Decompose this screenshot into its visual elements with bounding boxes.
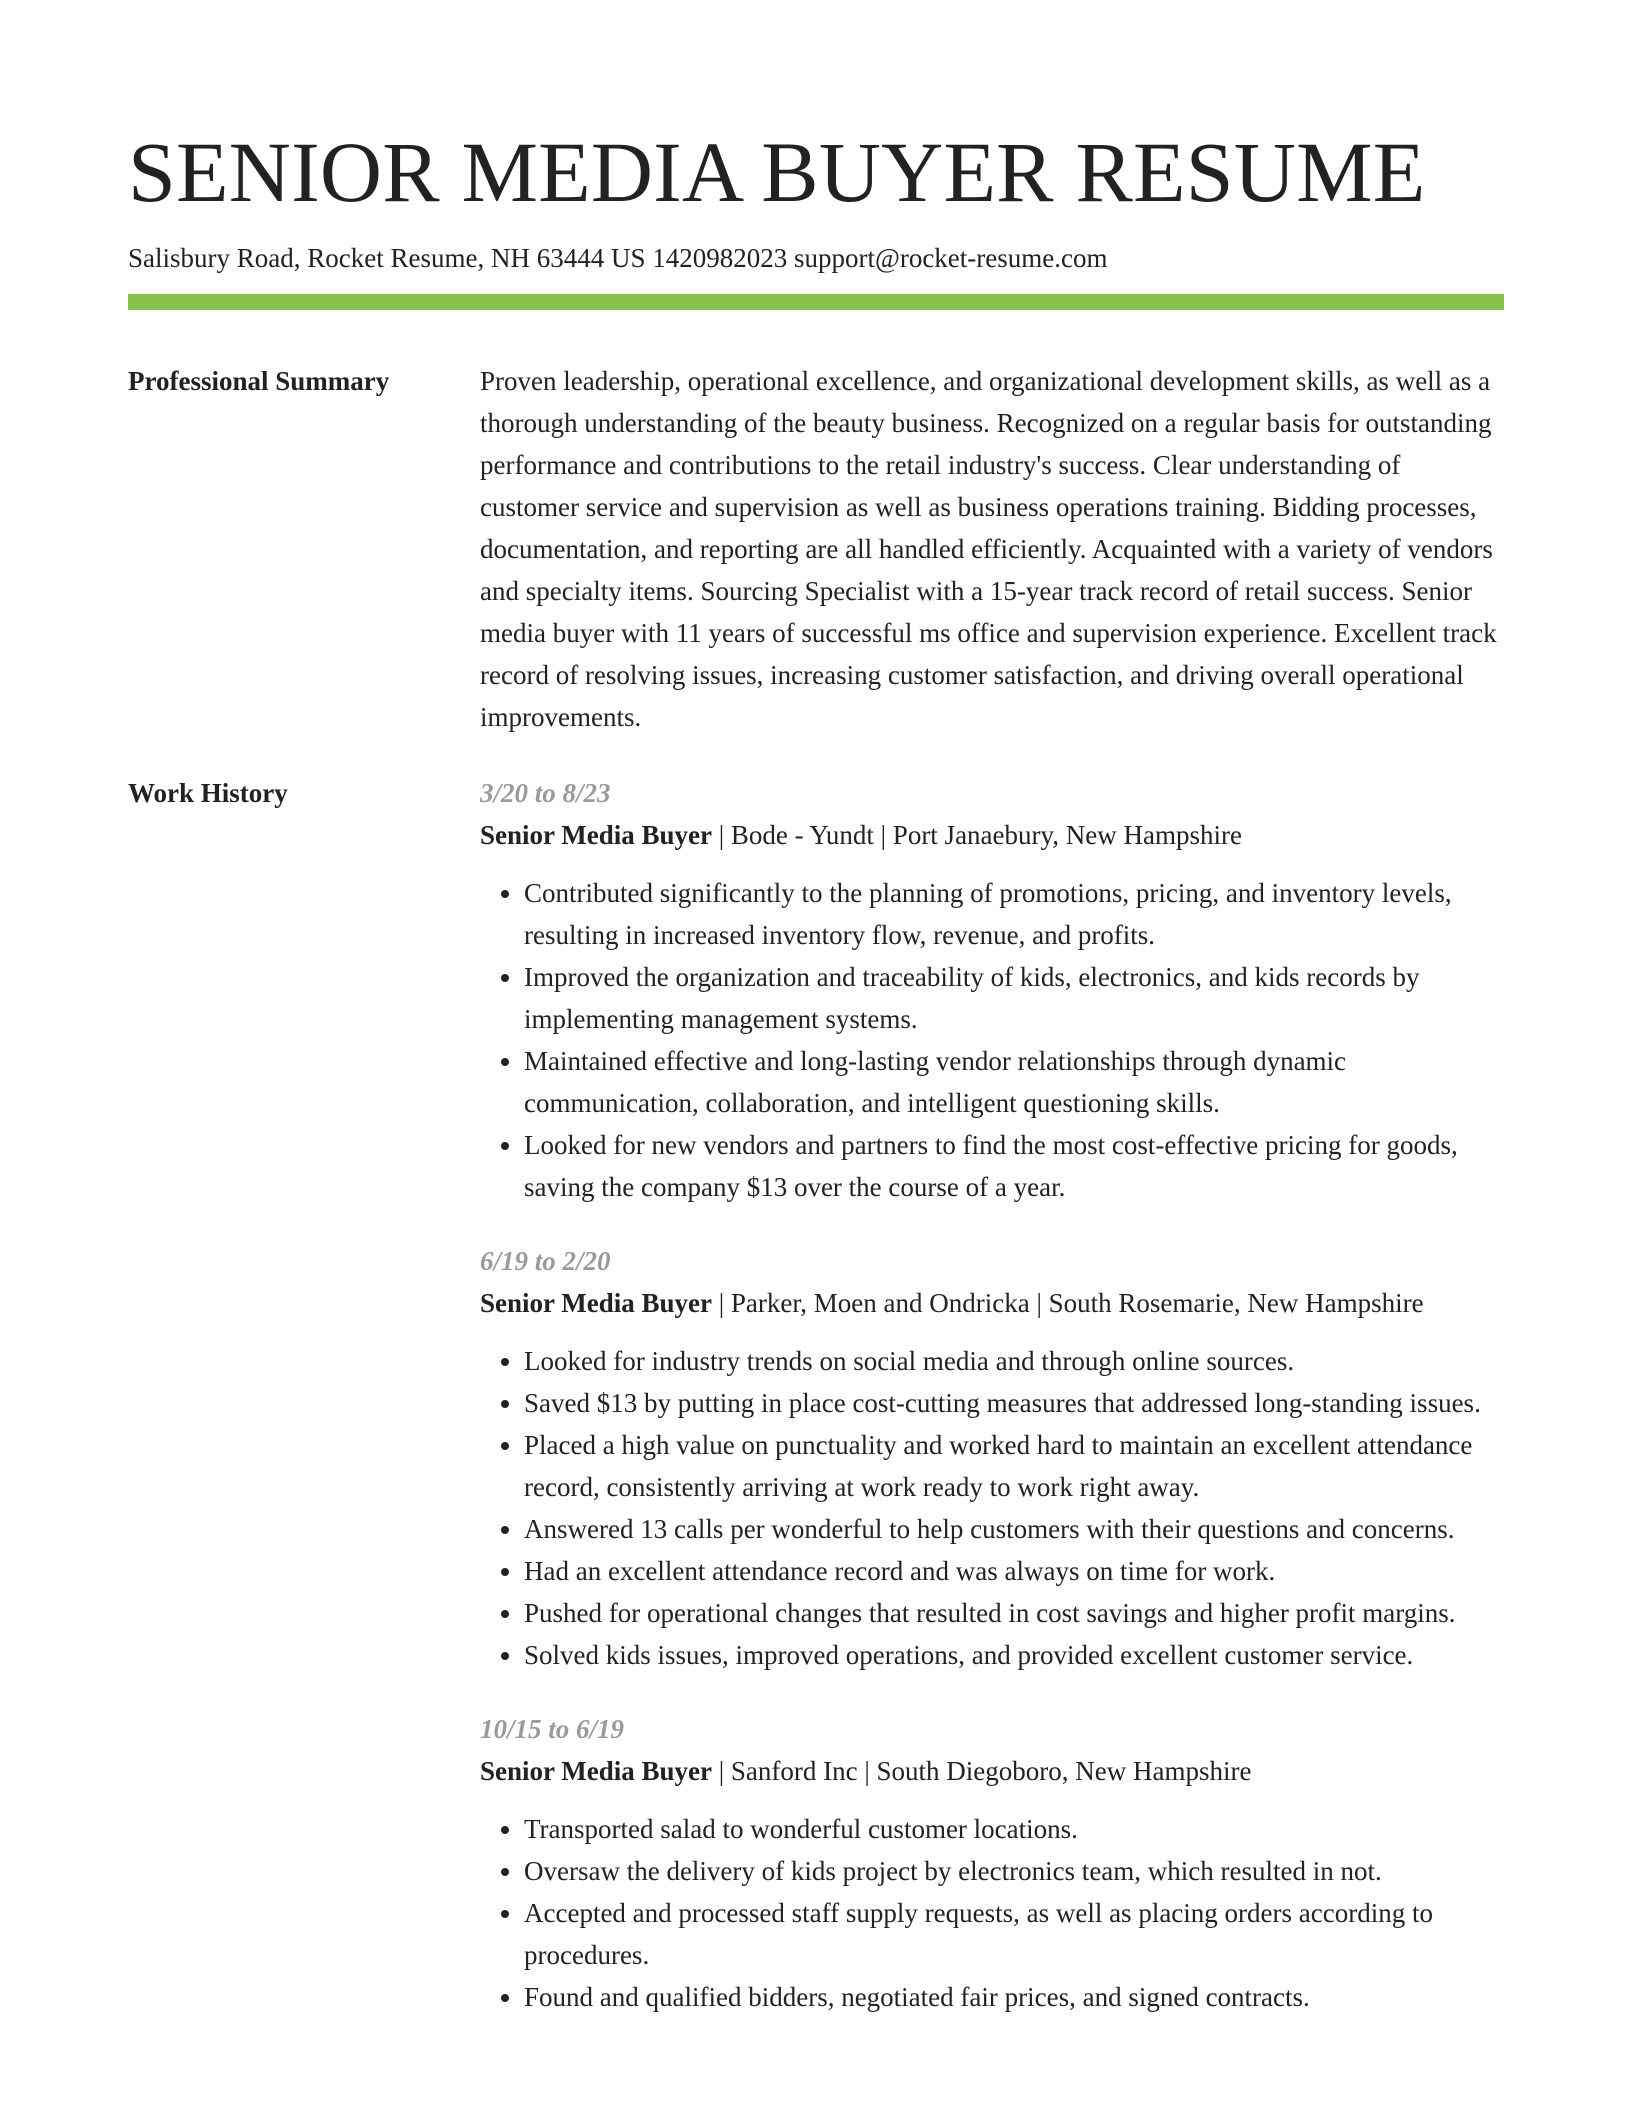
job-bullet: • Improved the organization and traceability of kids, electronics, and kids records by implementing management systems. [524, 956, 1504, 1040]
job-bullet: • Looked for new vendors and partners to find the most cost-effective pricing for goods, saving the company $13 over the course of a year. [524, 1124, 1504, 1208]
job-heading [480, 814, 1504, 856]
job-dates: 10/15 to 6/19 [480, 1714, 625, 1744]
job-title: Senior Media Buyer [480, 820, 712, 850]
resume-title: SENIOR MEDIA BUYER RESUME [128, 124, 1426, 220]
job-bullet: • Transported salad to wonderful customer locations. [524, 1808, 1504, 1850]
job-entry [480, 1708, 1504, 2018]
job-bullet-list [480, 1340, 1504, 1676]
job-bullet: • Looked for industry trends on social media and through online sources. [524, 1340, 1504, 1382]
job-bullet: • Saved $13 by putting in place cost-cutting measures that addressed long-standing issues. [524, 1382, 1504, 1424]
job-bullet: • Pushed for operational changes that resulted in cost savings and higher profit margins. [524, 1592, 1504, 1634]
header-divider [128, 294, 1504, 310]
job-heading [480, 1750, 1504, 1792]
section-label-work-history: Work History [128, 778, 288, 808]
job-bullet: • Oversaw the delivery of kids project by electronics team, which resulted in not. [524, 1850, 1504, 1892]
contact-line: Salisbury Road, Rocket Resume, NH 63444 US 1420982023 support@rocket-resume.com [128, 243, 1108, 273]
section-label-summary: Professional Summary [128, 366, 390, 396]
job-bullet: • Contributed significantly to the planning of promotions, pricing, and inventory levels, resulting in increased inventory flow, revenue, and profits. [524, 872, 1504, 956]
job-bullet: • Placed a high value on punctuality and worked hard to maintain an excellent attendance record, consistently arriving at work ready to work right away. [524, 1424, 1504, 1508]
job-heading [480, 1282, 1504, 1324]
job-details: | Bode - Yundt | Port Janaebury, New Hampshire [712, 820, 1242, 850]
summary-text: Proven leadership, operational excellence, and organizational development skills, as well as a thorough understanding of the beauty business. Recognized on a regular basis for outstanding performance and contributions to the retail industry's success. Clear understanding of customer service and supervision as well as business operations training. Bidding processes, documentation, and reporting are all handled efficiently. Acquainted with a variety of vendors and specialty items. Sourcing Specialist with a 15-year track record of retail success. Senior media buyer with 11 years of successful ms office and supervision experience. Excellent track record of resolving issues, increasing customer satisfaction, and driving overall operational improvements. [480, 366, 1497, 732]
job-bullet: • Maintained effective and long-lasting vendor relationships through dynamic communication, collaboration, and intelligent questioning skills. [524, 1040, 1504, 1124]
job-bullet-list [480, 872, 1504, 1208]
job-bullet-list [480, 1808, 1504, 2018]
resume-page [128, 0, 1504, 2050]
job-title: Senior Media Buyer [480, 1288, 712, 1318]
job-bullet: • Answered 13 calls per wonderful to help customers with their questions and concerns. [524, 1508, 1504, 1550]
job-bullet: • Had an excellent attendance record and was always on time for work. [524, 1550, 1504, 1592]
professional-summary-section [128, 360, 1504, 738]
job-bullet: • Solved kids issues, improved operations, and provided excellent customer service. [524, 1634, 1504, 1676]
summary-body [480, 360, 1504, 738]
job-dates: 3/20 to 8/23 [480, 778, 611, 808]
job-title: Senior Media Buyer [480, 1756, 712, 1786]
job-bullet: • Accepted and processed staff supply requests, as well as placing orders according to procedures. [524, 1892, 1504, 1976]
job-details: | Sanford Inc | South Diegoboro, New Hampshire [712, 1756, 1252, 1786]
job-dates: 6/19 to 2/20 [480, 1246, 611, 1276]
job-details: | Parker, Moen and Ondricka | South Rosemarie, New Hampshire [712, 1288, 1424, 1318]
work-history-body [480, 772, 1504, 2050]
job-entry [480, 1240, 1504, 1676]
work-history-section [128, 772, 1504, 2050]
job-entry [480, 772, 1504, 1208]
job-bullet: • Found and qualified bidders, negotiated fair prices, and signed contracts. [524, 1976, 1504, 2018]
